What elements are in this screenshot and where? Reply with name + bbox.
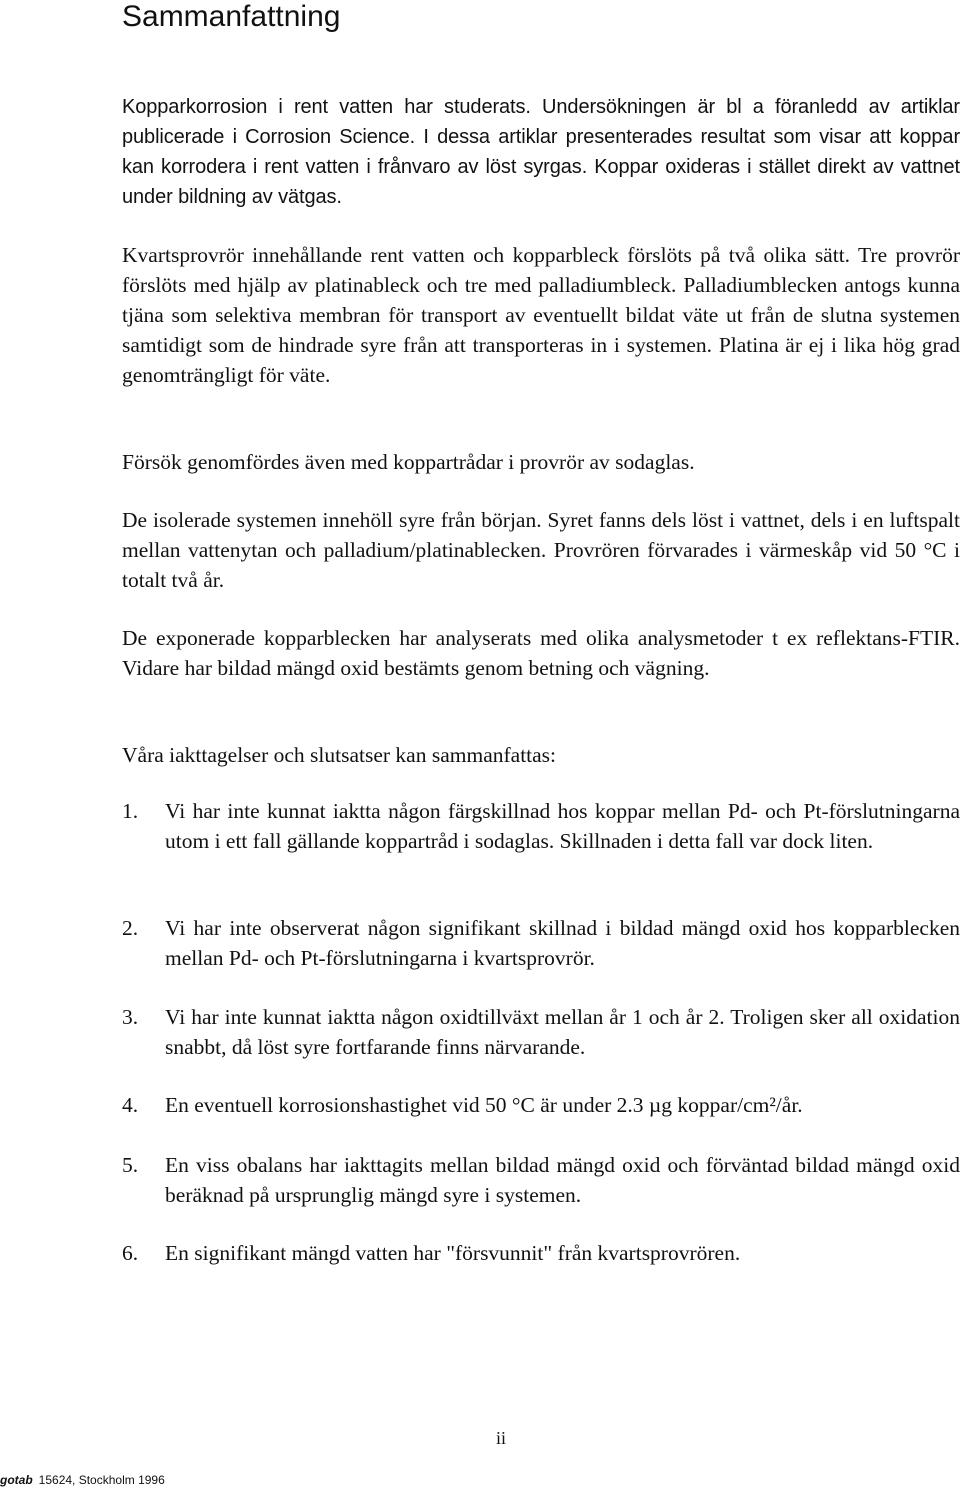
paragraph-intro: Kopparkorrosion i rent vatten har studerats. Undersökningen är bl a föranledd av artiklar publicerade i Corrosion Science. I dessa artiklar presenterades resultat som visar att koppar kan korrodera i rent vatten i frånvaro av löst syrgas. Koppar oxideras i stället direkt av vattnet under bildning av vätgas. <box>122 96 960 208</box>
list-item-number: 1. <box>122 799 139 823</box>
list-item-number: 6. <box>122 1241 139 1265</box>
list-item-text: Vi har inte kunnat iaktta någon färgskillnad hos koppar mellan Pd- och Pt-förslutningarna utom i ett fall gällande koppartråd i sodaglas. Skillnaden i detta fall var dock liten. <box>165 799 960 853</box>
paragraph-oxygen: De isolerade systemen innehöll syre från början. Syret fanns dels löst i vattnet, dels i en luftspalt mellan vattenytan och palladium/platinablecken. Provrören förvarades i värmeskåp vid 50 °C i totalt två år. <box>122 508 960 592</box>
page-number: ii <box>496 1428 507 1448</box>
list-item-number: 5. <box>122 1153 139 1177</box>
footer-text: 15624, Stockholm 1996 <box>38 1473 165 1487</box>
list-item-text: En eventuell korrosionshastighet vid 50 °C är under 2.3 µg koppar/cm²/år. <box>165 1093 803 1117</box>
paragraph-method: Kvartsprovrör innehållande rent vatten och kopparbleck förslöts på två olika sätt. Tre provrör förslöts med hjälp av platinableck och tre med palladiumbleck. Palladiumblecken antogs kunna tjäna som selektiva membran för transport av eventuellt bildat väte ut från de slutna systemen samtidigt som de hindrade syre från att transporteras in i systemen. Platina är ej i lika hög grad genomträngligt för väte. <box>122 243 960 387</box>
paragraph-summary-intro: Våra iakttagelser och slutsatser kan sammanfattas: <box>122 743 557 767</box>
paragraph-analysis: De exponerade kopparblecken har analyserats med olika analysmetoder t ex reflektans-FTIR. Vidare har bildad mängd oxid bestämts genom betning och vägning. <box>122 626 960 680</box>
list-item-text: En signifikant mängd vatten har "försvunnit" från kvartsprovrören. <box>165 1241 741 1265</box>
footer <box>0 1473 165 1487</box>
list-item-text: Vi har inte kunnat iaktta någon oxidtillväxt mellan år 1 och år 2. Troligen sker all oxidation snabbt, då löst syre fortfarande finns närvarande. <box>165 1005 960 1059</box>
list-item-text: En viss obalans har iakttagits mellan bildad mängd oxid och förväntad bildad mängd oxid beräknad på ursprunglig mängd syre i systemen. <box>165 1153 960 1207</box>
page-title: Sammanfattning <box>122 0 341 33</box>
list-item-number: 4. <box>122 1093 139 1117</box>
paragraph-wire-tests: Försök genomfördes även med koppartrådar i provrör av sodaglas. <box>122 450 695 474</box>
footer-brand: gotab <box>0 1473 33 1487</box>
list-item-text: Vi har inte observerat någon signifikant skillnad i bildad mängd oxid hos kopparblecken mellan Pd- och Pt-förslutningarna i kvartsprovrör. <box>165 916 960 970</box>
list-item-number: 2. <box>122 916 139 940</box>
list-item-number: 3. <box>122 1005 139 1029</box>
